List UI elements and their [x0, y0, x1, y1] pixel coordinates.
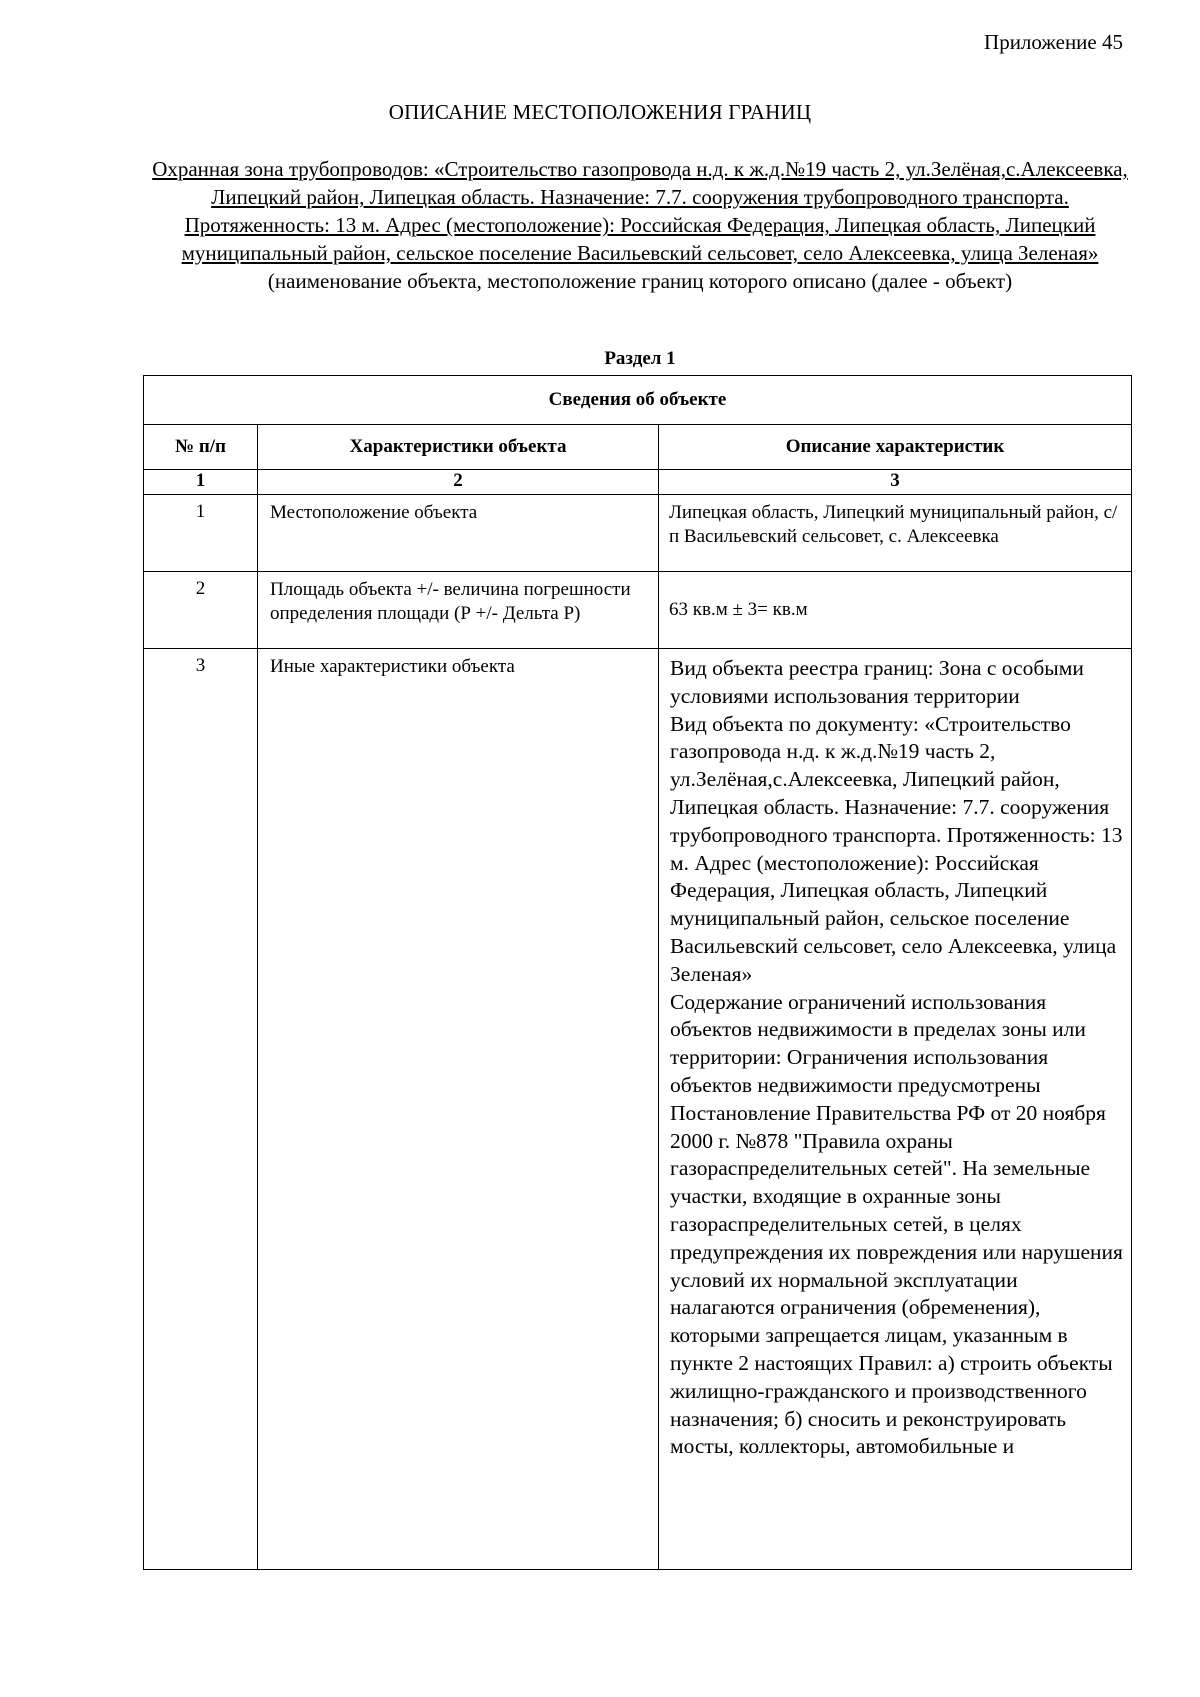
column-header-characteristic: Характеристики объекта [258, 425, 659, 470]
object-name: Охранная зона трубопроводов: «Строительство газопровода н.д. к ж.д.№19 часть 2, ул.Зелёная,с.Алексеевка, Липецкий район, Липецкая область. Назначение: 7.7. сооружения трубопроводного транспорта. Протяженность: 13 м. Адрес (местоположение): Российская Федерация, Липецкая область, Липецкий муниципальный район, сельское поселение Васильевский сельсовет, село Алексеевка, улица Зеленая» [152, 157, 1128, 265]
row-characteristic: Местоположение объекта [258, 495, 659, 572]
table-row [144, 495, 1132, 572]
table-caption: Сведения об объекте [144, 376, 1132, 425]
other-characteristics-text: Вид объекта реестра границ: Зона с особыми условиями использования территории Вид объекта по документу: «Строительство газопровода н.д. к ж.д.№19 часть 2, ул.Зелёная,с.Алексеевка, Липецкий район, Липецкая область. Назначение: 7.7. сооружения трубопроводного транспорта. Протяженность: 13 м. Адрес (местоположение): Российская Федерация, Липецкая область, Липецкий муниципальный район, сельское поселение Васильевский сельсовет, село Алексеевка, улица Зеленая» Содержание ограничений использования объектов недвижимости в пределах зоны или территории: Ограничения использования объектов недвижимости предусмотрены Постановление Правительства РФ от 20 ноября 2000 г. №878 "Правила охраны газораспределительных сетей". На земельные участки, входящие в охранные зоны газораспределительных сетей, в целях предупреждения их повреждения или нарушения условий их нормальной эксплуатации налагаются ограничения (обременения), которыми запрещается лицам, указанным в пункте 2 настоящих Правил: а) строить объекты жилищно-гражданского и производственного назначения; б) сносить и реконструировать мосты, коллекторы, автомобильные и [670, 656, 1123, 1459]
table-row [144, 572, 1132, 649]
row-number: 1 [144, 495, 258, 572]
row-characteristic: Площадь объекта +/- величина погрешности определения площади (Р +/- Дельта Р) [258, 572, 659, 649]
column-header-number: № п/п [144, 425, 258, 470]
column-number-3: 3 [659, 470, 1132, 495]
row-description: 63 кв.м ± 3= кв.м [659, 572, 1132, 649]
row-description [659, 649, 1132, 1570]
column-number-1: 1 [144, 470, 258, 495]
appendix-label: Приложение 45 [984, 30, 1123, 54]
table-row [144, 649, 1132, 1570]
object-info-table [143, 375, 1132, 1570]
document-title: ОПИСАНИЕ МЕСТОПОЛОЖЕНИЯ ГРАНИЦ [388, 100, 812, 124]
section-title: Раздел 1 [604, 348, 676, 369]
column-number-2: 2 [258, 470, 659, 495]
object-name-caption: (наименование объекта, местоположение границ которого описано (далее - объект) [267, 269, 1013, 293]
row-number: 3 [144, 649, 258, 1570]
row-description: Липецкая область, Липецкий муниципальный район, с/п Васильевский сельсовет, с. Алексеевка [659, 495, 1132, 572]
row-characteristic: Иные характеристики объекта [258, 649, 659, 1570]
row-number: 2 [144, 572, 258, 649]
object-name-block [150, 155, 1130, 295]
column-header-description: Описание характеристик [659, 425, 1132, 470]
